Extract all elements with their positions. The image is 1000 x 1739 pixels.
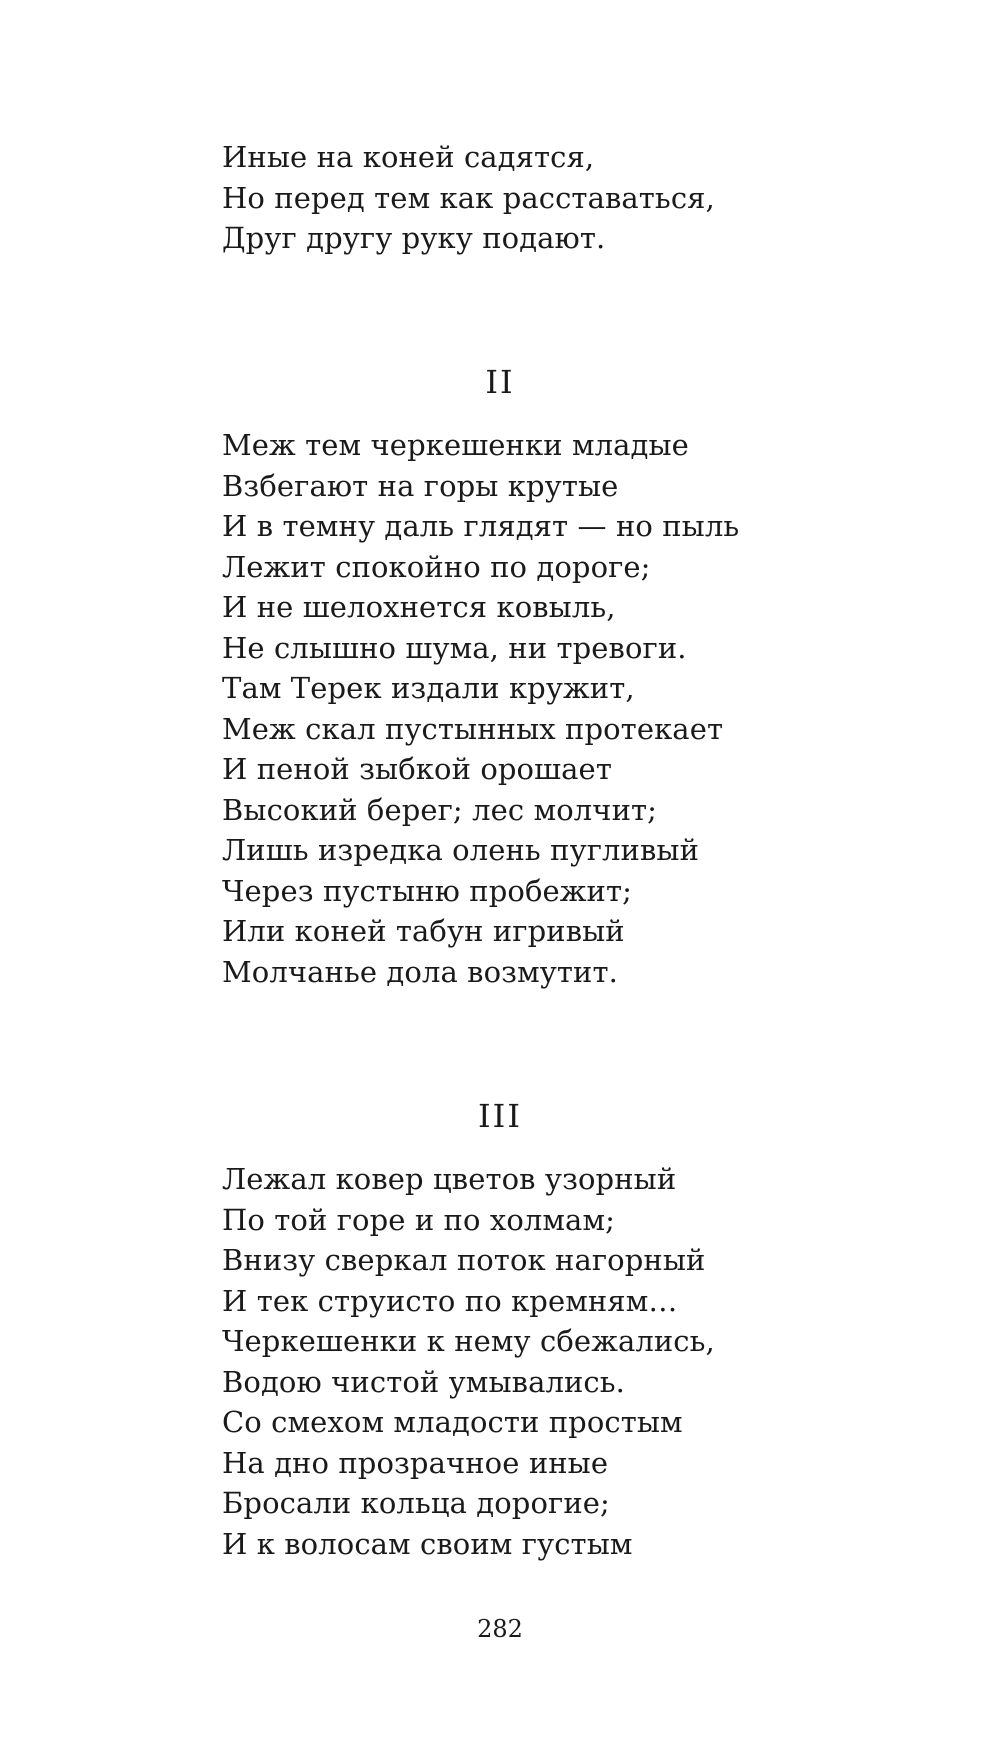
verse-line: Там Терек издали кружит,	[222, 671, 635, 705]
verse-line: И в темну даль глядят — но пыль	[222, 509, 740, 543]
verse-line: Друг другу руку подают.	[222, 221, 606, 255]
page-number: 282	[477, 1615, 523, 1643]
verse-line: Лежит спокойно по дороге;	[222, 549, 651, 584]
verse-line: Лишь изредка олень пугливый	[222, 833, 700, 867]
section-heading-iii: III	[478, 1097, 522, 1135]
verse-line: Не слышно шума, ни тревоги.	[222, 630, 687, 665]
verse-line: Взбегают на горы крутые	[222, 468, 619, 503]
verse-line: Иные на коней садятся,	[222, 140, 595, 174]
verse-line: По той горе и по холмам;	[222, 1202, 615, 1237]
verse-line: Меж тем черкешенки младые	[222, 428, 689, 462]
verse-line: И пеной зыбкой орошает	[222, 752, 612, 786]
verse-line: Или коней табун игривый	[222, 914, 625, 948]
verse-line: Черкешенки к нему сбежались,	[222, 1324, 715, 1358]
verse-line: И не шелохнется ковыль,	[222, 590, 616, 624]
verse-line: И к волосам своим густым	[222, 1526, 633, 1561]
verse-line: Внизу сверкал поток нагорный	[222, 1243, 706, 1277]
verse-line: Бросали кольца дорогие;	[222, 1486, 610, 1520]
stanza-2	[222, 425, 922, 992]
verse-line: Через пустыню пробежит;	[222, 873, 632, 908]
verse-line: Со смехом младости простым	[222, 1405, 683, 1439]
verse-line: Лежал ковер цветов узорный	[222, 1162, 677, 1196]
verse-line: Высокий берег; лес молчит;	[222, 792, 658, 827]
stanza-1	[222, 137, 922, 259]
verse-line: И тек струисто по кремням…	[222, 1283, 678, 1318]
verse-line: Водою чистой умывались.	[222, 1364, 625, 1399]
verse-line: Меж скал пустынных протекает	[222, 711, 724, 746]
stanza-3	[222, 1159, 922, 1564]
verse-line: Молчанье дола возмутит.	[222, 954, 618, 989]
verse-line: На дно прозрачное иные	[222, 1445, 609, 1480]
verse-line: Но перед тем как расставаться,	[222, 180, 715, 215]
section-heading-ii: II	[485, 363, 515, 401]
